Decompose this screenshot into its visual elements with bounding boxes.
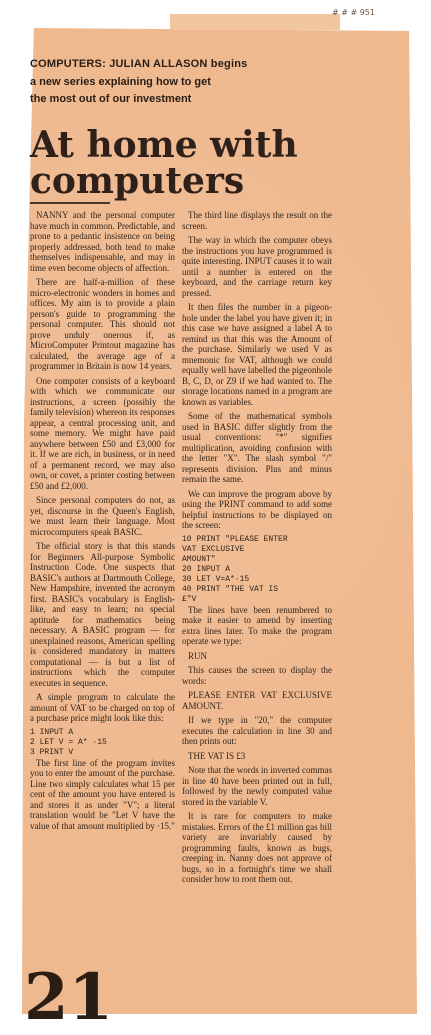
col2-paragraph: It is rare for computers to make mistakes. Errors of the £1 million gas bill variety are invariably caused by programming faults, known as bugs, creeping in. Nanny does not approve of bugs, so in a fortnight's time we shall consider how to root them out. [182, 811, 332, 884]
col2-paragraph: If we type in "20," the computer executes the calculation in line 30 and then prints out: [182, 715, 332, 746]
col1-paragraph: There are half-a-million of these micro-electronic wonders in homes and offices. My aim is to provide a plain person's guide to programming the personal computer. This should not prove unduly onerous if, as MicroComputer Printout magazine has calculated, the average age of a programmer in Britain is now 14 years. [30, 277, 175, 371]
col2-code-line: 40 PRINT "THE VAT IS [182, 584, 279, 594]
col1-paragraph: NANNY and the personal computer have much in common. Predictable, and prone to a pedantic insistence on being properly addressed, both tend to make themselves indispensable, and may in time even become objects of affection. [30, 210, 175, 273]
col1-paragraph: The official story is that this stands for Beginners All-purpose Symbolic Instruction Code. One suspects that BASIC's authors at Dartmouth College, New Hampshire, invented the acronym first. BASIC's vocabulary is English-like, and easy to learn; no special aptitude for mathematics being necessary. A BASIC program — for unexplained reasons, American spelling is considered mandatory in matters computational — is but a list of instructions which the computer executes in sequence. [30, 541, 175, 688]
col1-paragraph: A simple program to calculate the amount of VAT to be charged on top of a purchase price might look like this: [30, 692, 175, 723]
col2-paragraph: We can improve the program above by using the PRINT command to add some helpful instructions to be displayed on the screen: [182, 488, 332, 530]
col2-code-line: AMOUNT" [182, 554, 216, 564]
kicker-line-1: COMPUTERS: JULIAN ALLASON begins [30, 58, 248, 70]
col1-paragraph: The first line of the program invites you to enter the amount of the purchase. Line two simply calculates what 15 per cent of the amount you have entered is and stores it as under "V"; a literal translation would be "Let V have the value of that amount multiplied by ·15." [30, 757, 175, 831]
col2-paragraph: Some of the mathematical symbols used in BASIC differ slightly from the usual conventions: "*" signifies multiplication, avoiding confusion with the letter "X". The slash symbol "/" represents division. Plus and minus remain the same. [182, 411, 332, 484]
col2-code-line: 20 INPUT A [182, 564, 231, 574]
col2-paragraph: PLEASE ENTER VAT EXCLUSIVE AMOUNT. [182, 690, 332, 711]
bottom-fragment: 21 [24, 960, 114, 1035]
torn-top-strip [170, 14, 340, 30]
headline-rule [30, 202, 110, 204]
col2-paragraph: Note that the words in inverted commas in line 40 have been printed out in full, followed by the newly computed value stored in the variable V. [182, 765, 332, 807]
kicker-line-2: a new series explaining how to get [30, 75, 211, 88]
col2-code-line: 30 LET V=A*·15 [182, 574, 250, 584]
kicker [30, 56, 390, 109]
page-number-fragment: # # # 951 [331, 8, 375, 17]
col2-paragraph: THE VAT IS £3 [188, 750, 246, 761]
col2-paragraph: This causes the screen to display the words: [182, 665, 332, 686]
col2-code-line: £"V [182, 594, 197, 604]
col1-code-line: 1 INPUT A [30, 727, 74, 737]
col1-paragraph: One computer consists of a keyboard with which we communicate our instructions, a screen (possibly the family television) whereon its responses appear, a central processing unit, and some memory. We might have paid anywhere between £50 and £3,000 for it. If we are rich, in business, or in need of a permanent record, we may also own, or covet, a printer costing between £50 and £2,000. [30, 375, 175, 491]
col2-paragraph: It then files the number in a pigeon-hole under the label you have given it; in this case we have assigned a label A to remind us that this was the Amount of the purchase. Similarly we used V as mnemonic for VAT, although we could equally well have labelled the pigeonhole B, C, D, or Z9 if we had wanted to. The storage locations named in a program are known as variables. [182, 302, 332, 407]
col2-paragraph: RUN [188, 650, 208, 661]
column-right [182, 210, 332, 889]
col1-code-line: 2 LET V = A* ·15 [30, 737, 107, 747]
col1-code-line: 3 PRINT V [30, 747, 74, 757]
col1-paragraph: Since personal computers do not, as yet, discourse in the Queen's English, we must learn their language. Most microcomputers speak BASIC. [30, 495, 175, 537]
column-left [30, 210, 175, 835]
col2-paragraph: The lines have been renumbered to make it easier to amend by inserting extra lines later. To make the program operate we type: [182, 604, 332, 646]
headline: At home with computers [30, 124, 298, 202]
col2-paragraph: The third line displays the result on the screen. [182, 210, 332, 231]
col2-code-line: VAT EXCLUSIVE [182, 544, 245, 554]
kicker-line-3: the most out of our investment [30, 93, 192, 106]
col2-paragraph: The way in which the computer obeys the instructions you have programmed is quite interesting. INPUT causes it to wait until a number is entered on the keyboard, and the carriage return key pressed. [182, 235, 332, 298]
col2-code-line: 10 PRINT "PLEASE ENTER [182, 534, 288, 544]
